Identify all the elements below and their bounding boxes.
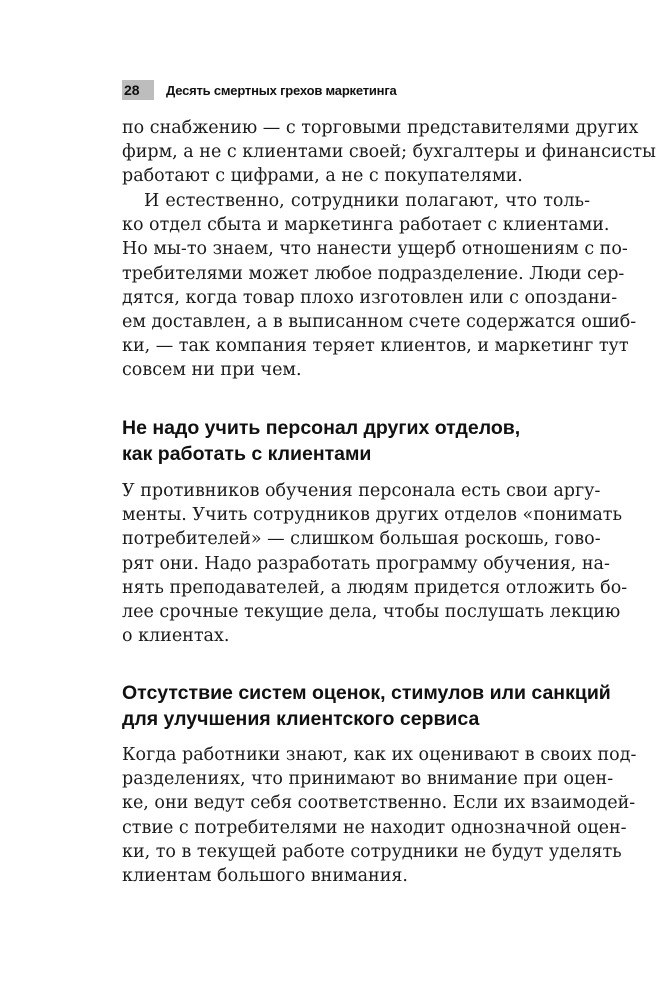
section-heading-1 — [122, 415, 602, 467]
text-line: менты. Учить сотрудников других отделов «понимать — [122, 505, 622, 526]
text-line: рят они. Надо разработать программу обучения, на- — [122, 553, 610, 574]
text-line: ке, они ведут себя соответственно. Если их взаимодей- — [122, 793, 636, 814]
text-line: разделениях, что принимают во внимание при оцен- — [122, 769, 614, 790]
text-line: фирм, а не с клиентами своей; бухгалтеры и финансисты — [122, 142, 656, 163]
text-line: клиентам большого внимания. — [122, 866, 408, 887]
running-header — [122, 80, 397, 100]
text-line: нять преподавателей, а людям придется отложить бо- — [122, 577, 628, 598]
text-line: потребителей» — слишком большая роскошь, гово- — [122, 529, 601, 550]
text-line: совсем ни при чем. — [122, 360, 302, 381]
text-line: ствие с потребителями не находит однозначной оцен- — [122, 817, 627, 838]
running-title: Десять смертных грехов маркетинга — [166, 82, 397, 98]
text-line: о клиентах. — [122, 626, 230, 647]
text-line: лее срочные текущие дела, чтобы послушать лекцию — [122, 602, 621, 623]
text-line: У противников обучения персонала есть свои аргу- — [122, 481, 601, 501]
heading-line: как работать с клиентами — [122, 443, 372, 465]
text-line: Но мы-то знаем, что нанести ущерб отношениям с по- — [122, 239, 628, 260]
text-line: работают с цифрами, а не с покупателями. — [122, 166, 523, 187]
text-line: ки, то в текущей работе сотрудники не будут уделять — [122, 841, 622, 862]
heading-line: Не надо учить персонал других отделов, — [122, 417, 521, 439]
paragraph-4 — [122, 743, 637, 888]
heading-line: для улучшения клиентского сервиса — [122, 708, 480, 730]
text-line: по снабжению — с торговыми представителями других — [122, 118, 639, 138]
text-line: ки, — так компания теряет клиентов, и маркетинг тут — [122, 336, 629, 357]
text-line: И естественно, сотрудники полагают, что толь- — [144, 191, 590, 211]
paragraph-3 — [122, 479, 628, 648]
text-line: требителями может любое подразделение. Люди сер- — [122, 263, 625, 284]
text-line: ем доставлен, а в выписанном счете содержатся ошиб- — [122, 312, 637, 333]
heading-line: Отсутствие систем оценок, стимулов или санкций — [122, 682, 611, 704]
text-line: Когда работники знают, как их оценивают в своих под- — [122, 745, 637, 765]
paragraph-1 — [122, 116, 656, 189]
paragraph-2 — [122, 189, 637, 383]
text-line: ко отдел сбыта и маркетинга работает с клиентами. — [122, 215, 610, 236]
page-number: 28 — [122, 80, 154, 100]
section-heading-2 — [122, 680, 611, 732]
text-line: дятся, когда товар плохо изготовлен или с опоздани- — [122, 287, 618, 308]
